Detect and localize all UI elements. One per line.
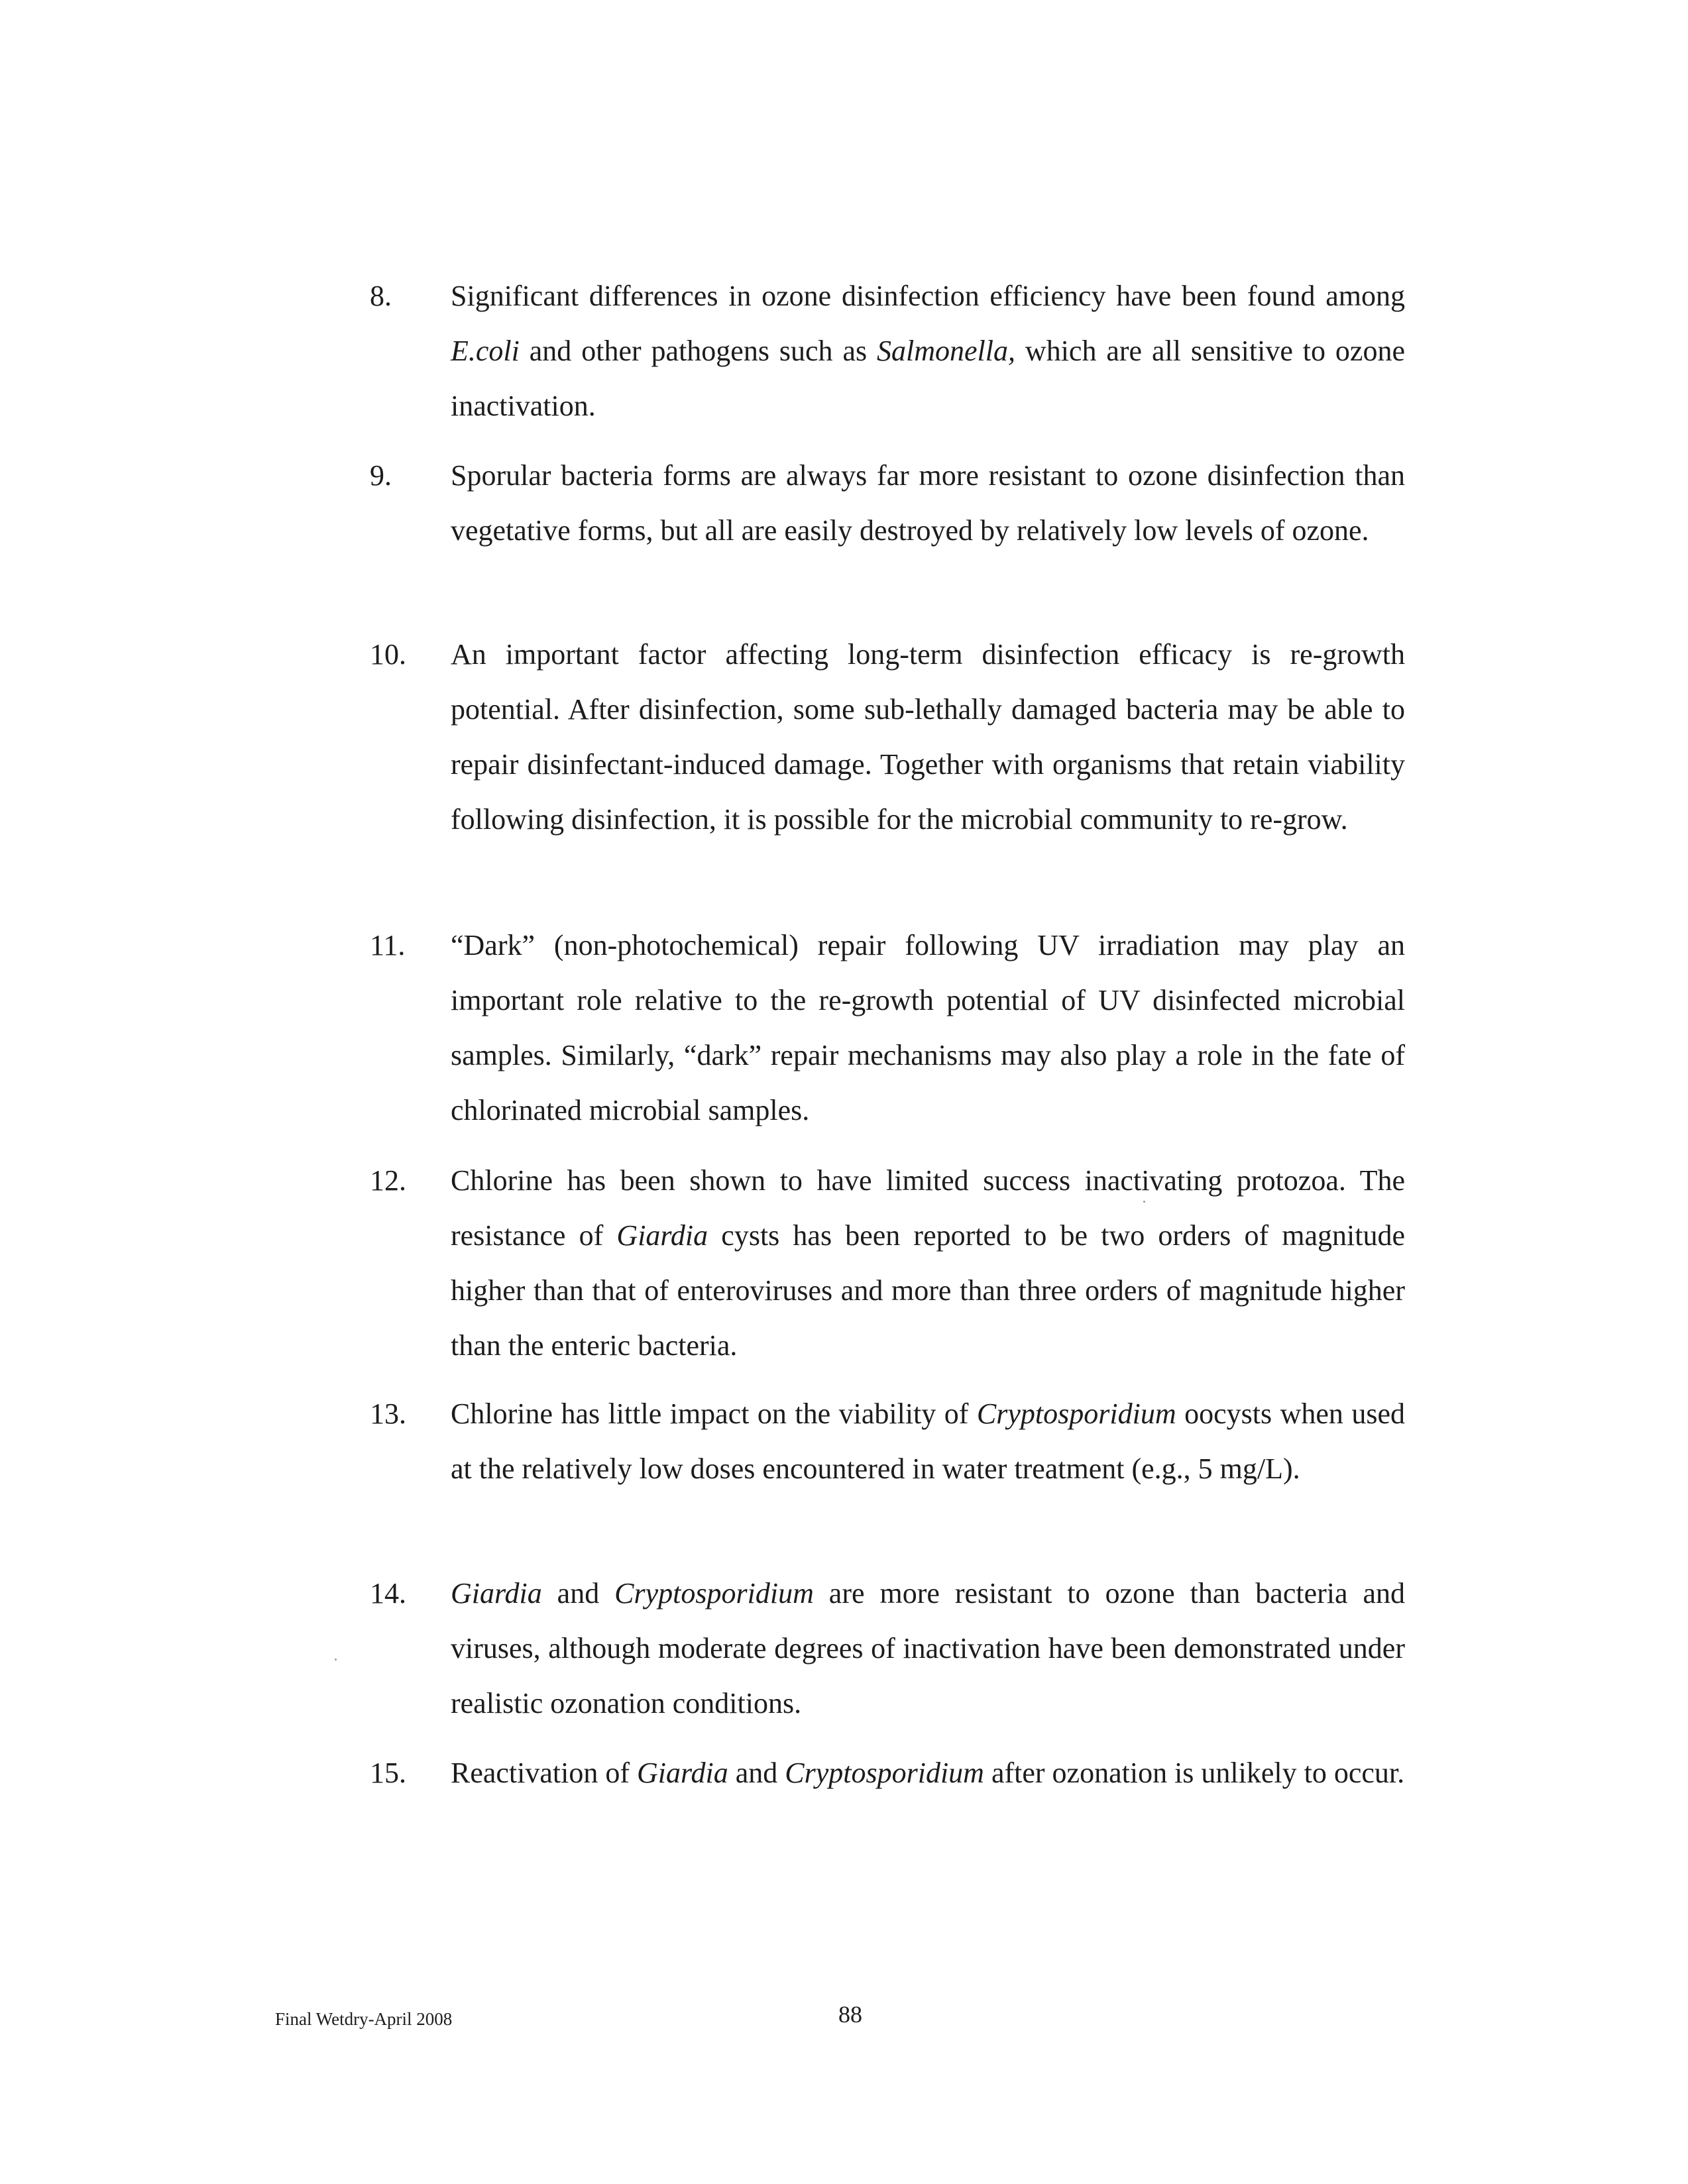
item-number: 9. [370,459,392,492]
text-run: Chlorine has little impact on the viability of [451,1397,977,1430]
italic-term: E.coli [451,335,520,367]
item-number: 11. [370,929,406,961]
item-text [451,627,1405,847]
item-number: 13. [370,1397,406,1430]
text-run: “Dark” (non-photochemical) repair following UV irradiation may play an important role relative to the re-growth potential of UV disinfected microbial samples. Similarly, “dark” repair mechanisms may also play a role in the fate of chlorinated microbial samples. [451,929,1405,1126]
item-text [451,268,1405,433]
text-run: which are all sensitive to ozone inactivation. [451,335,1405,422]
footer-document-label: Final Wetdry-April 2008 [275,2009,453,2029]
item-number: 8. [370,280,392,312]
item-text [451,448,1405,558]
page-number: 88 [838,2001,862,2028]
item-text [451,918,1405,1138]
text-run: Sporular bacteria forms are always far more resistant to ozone disinfection than vegetative forms, but all are easily destroyed by relatively low levels of ozone. [451,459,1405,547]
text-run: after ozonation is unlikely to occur. [984,1757,1405,1789]
italic-term: Cryptosporidium [614,1577,814,1610]
text-run: Reactivation of [451,1757,638,1789]
text-run: and [541,1577,615,1610]
text-run: Chlorine has been shown to have limited success inactivating protozoa. The resistance of [451,1164,1405,1252]
item-text [451,1153,1405,1373]
item-text [451,1745,1405,1800]
text-run: Significant differences in ozone disinfection efficiency have been found among [451,280,1405,312]
italic-term: Giardia [637,1757,728,1789]
item-number: 10. [370,638,406,671]
italic-term: Giardia [616,1219,708,1252]
item-number: 15. [370,1757,406,1789]
item-number: 14. [370,1577,406,1610]
italic-term: Giardia [451,1577,542,1610]
italic-term: Cryptosporidium [785,1757,984,1789]
item-text [451,1566,1405,1731]
item-number: 12. [370,1164,406,1197]
text-run: and other pathogens such as [519,335,877,367]
text-run: are more resistant to ozone than bacteria and viruses, although moderate degrees of inactivation have been demonstrated under realistic ozonation conditions. [451,1577,1405,1720]
italic-term: Salmonella, [877,335,1015,367]
scan-speck [335,1659,337,1661]
text-run: and [728,1757,785,1789]
text-run: cysts has been reported to be two orders of magnitude higher than that of enteroviruses and more than three orders of magnitude higher than the enteric bacteria. [451,1219,1405,1362]
item-text [451,1386,1405,1496]
text-run: An important factor affecting long-term disinfection efficacy is re-growth potential. After disinfection, some sub-lethally damaged bacteria may be able to repair disinfectant-induced damage. Together with organisms that retain viability following disinfection, it is possible for the microbial community to re-grow. [451,638,1405,836]
italic-term: Cryptosporidium [976,1397,1176,1430]
scan-speck [1143,1201,1145,1203]
text-run: oocysts when used at the relatively low doses encountered in water treatment (e.g., 5 mg/L). [451,1397,1405,1485]
